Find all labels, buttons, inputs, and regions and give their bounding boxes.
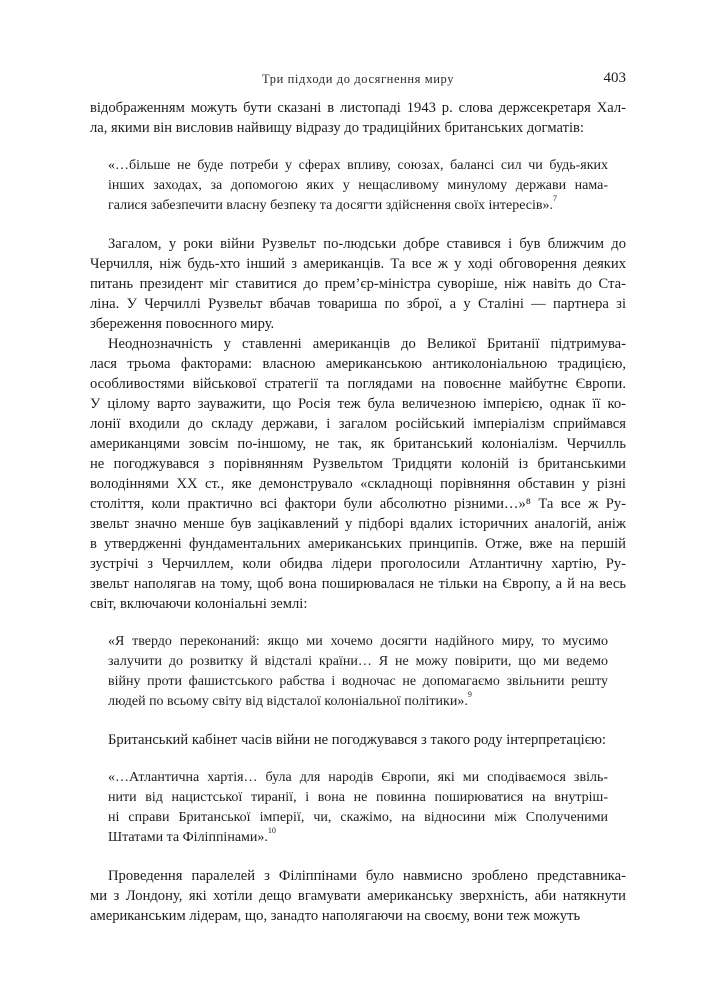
block-quote <box>108 156 608 216</box>
block-quote <box>108 768 608 848</box>
text-line: ліна. У Черчиллі Рузвельт вбачав товариша по зброї, а у Сталіні — партнера зі <box>90 296 626 312</box>
text-line: світ, включаючи колоніальні землі: <box>90 596 308 612</box>
text-line: Загалом, у роки війни Рузвельт по-людськи добре ставився і був ближчим до <box>108 236 626 252</box>
running-title: Три підходи до досягнення миру <box>262 72 455 86</box>
text-line: лася трьома факторами: власною американською антиколоніальною традицією, <box>90 356 626 372</box>
paragraph <box>90 730 626 750</box>
text-line: «…Атлантична хартія… була для народів Європи, які ми сподіваємося звіль- <box>108 770 608 785</box>
page-number: 403 <box>603 70 626 86</box>
text-line: американським лідерам, що, занадто наполягаючи на своєму, вони теж можуть <box>90 908 581 924</box>
text-line: століття, коли практично всі фактори були абсолютно різними…»⁸ Та все ж Ру- <box>90 496 626 512</box>
block-spacer <box>90 614 626 632</box>
text-line: відображенням можуть бути сказані в листопаді 1943 р. слова держсекретаря Хал- <box>90 100 626 116</box>
text-line: галися забезпечити власну безпеку та досягти здійснення своїх інтересів».$^7$ <box>108 194 558 213</box>
text-line: звельт наполягав на тому, щоб вона поширювалася не тільки на Європу, а й на весь <box>90 576 626 592</box>
text-line: володіннями XX ст., яке демонструвало «складнощі порівняння обставин у різні <box>90 476 626 492</box>
text-line: ла, якими він висловив найвищу відразу до традиційних британських догматів: <box>90 120 584 136</box>
block-spacer <box>90 712 626 730</box>
text-line: війну проти фашистського рабства і водночас не допомагаємо звільнити решту <box>108 674 608 689</box>
paragraph <box>90 334 626 614</box>
text-line: Неоднозначність у ставленні американців до Великої Британії підтримува- <box>108 336 626 352</box>
text-line: питань президент міг ставитися до прем’єр-міністра суворіше, ніж навіть до Ста- <box>90 276 626 292</box>
text-line: У цілому варто зауважити, що Росія теж була величезною імперією, однак її ко- <box>90 396 626 412</box>
text-line: американцями зовсім по-іншому, не так, як британський колоніалізм. Черчилль <box>90 436 626 452</box>
text-line: Проведення паралелей з Філіппінами було навмисно зроблено представника- <box>108 868 626 884</box>
block-spacer <box>90 216 626 234</box>
text-line: людей по всьому світу від відсталої колоніальної політики».$^9$ <box>108 690 472 709</box>
running-head <box>90 70 626 90</box>
text-line: «Я твердо переконаний: якщо ми хочемо досягти надійного миру, то мусимо <box>108 634 608 649</box>
text-line: в утвердженні фундаментальних американських принципів. Отже, вже на першій <box>90 536 626 552</box>
text-line: збереження повоєнного миру. <box>90 316 275 332</box>
footnote-marker: 10 <box>267 826 276 836</box>
text-line: не погоджувався з порівнянням Рузвельтом Тридцяти колоній із британськими <box>90 456 626 472</box>
body-text <box>90 98 626 926</box>
text-line: зустрічі з Черчиллем, коли обидва лідери проголосили Атлантичну хартію, Ру- <box>90 556 626 572</box>
block-spacer <box>90 848 626 866</box>
text-line: нити від нацистської тиранії, і вона не повинна поширюватися на внутріш- <box>108 790 608 805</box>
text-line: Британський кабінет часів війни не погоджувався з такого роду інтерпретацією: <box>108 732 606 748</box>
text-line: звельт значно менше був зацікавлений у підборі вдалих історичних аналогій, аніж <box>90 516 626 532</box>
block-quote <box>108 632 608 712</box>
paragraph <box>90 866 626 926</box>
text-line: особливостями військової стратегії та поглядами на повоєнне майбутнє Європи. <box>90 376 626 392</box>
footnote-marker: 9 <box>467 690 472 700</box>
text-line: ні справи Британської імперії, чи, скажімо, на відносини між Сполученими <box>108 810 608 825</box>
text-line: ми з Лондону, які хотіли дещо вгамувати американську зверхність, аби натякнути <box>90 888 626 904</box>
footnote-marker: 7 <box>553 194 558 204</box>
paragraph <box>90 98 626 138</box>
block-spacer <box>90 750 626 768</box>
text-line: Черчилля, ніж будь-хто інший з американців. Та все ж у ході обговорення деяких <box>90 256 626 272</box>
text-line: Штатами та Філіппінами».$^{10}$ <box>108 826 276 845</box>
text-line: лонії входили до складу держави, і загалом російський імперіалізм сприймався <box>90 416 626 432</box>
paragraph <box>90 234 626 334</box>
text-line: інших заходах, за допомогою яких у нещасливому минулому держави нама- <box>108 178 608 193</box>
block-spacer <box>90 138 626 156</box>
text-line: залучити до розвитку й відсталі країни… Я не можу повірити, що ми ведемо <box>108 654 608 669</box>
text-line: «…більше не буде потреби у сферах впливу, союзах, балансі сил чи будь-яких <box>108 158 608 173</box>
